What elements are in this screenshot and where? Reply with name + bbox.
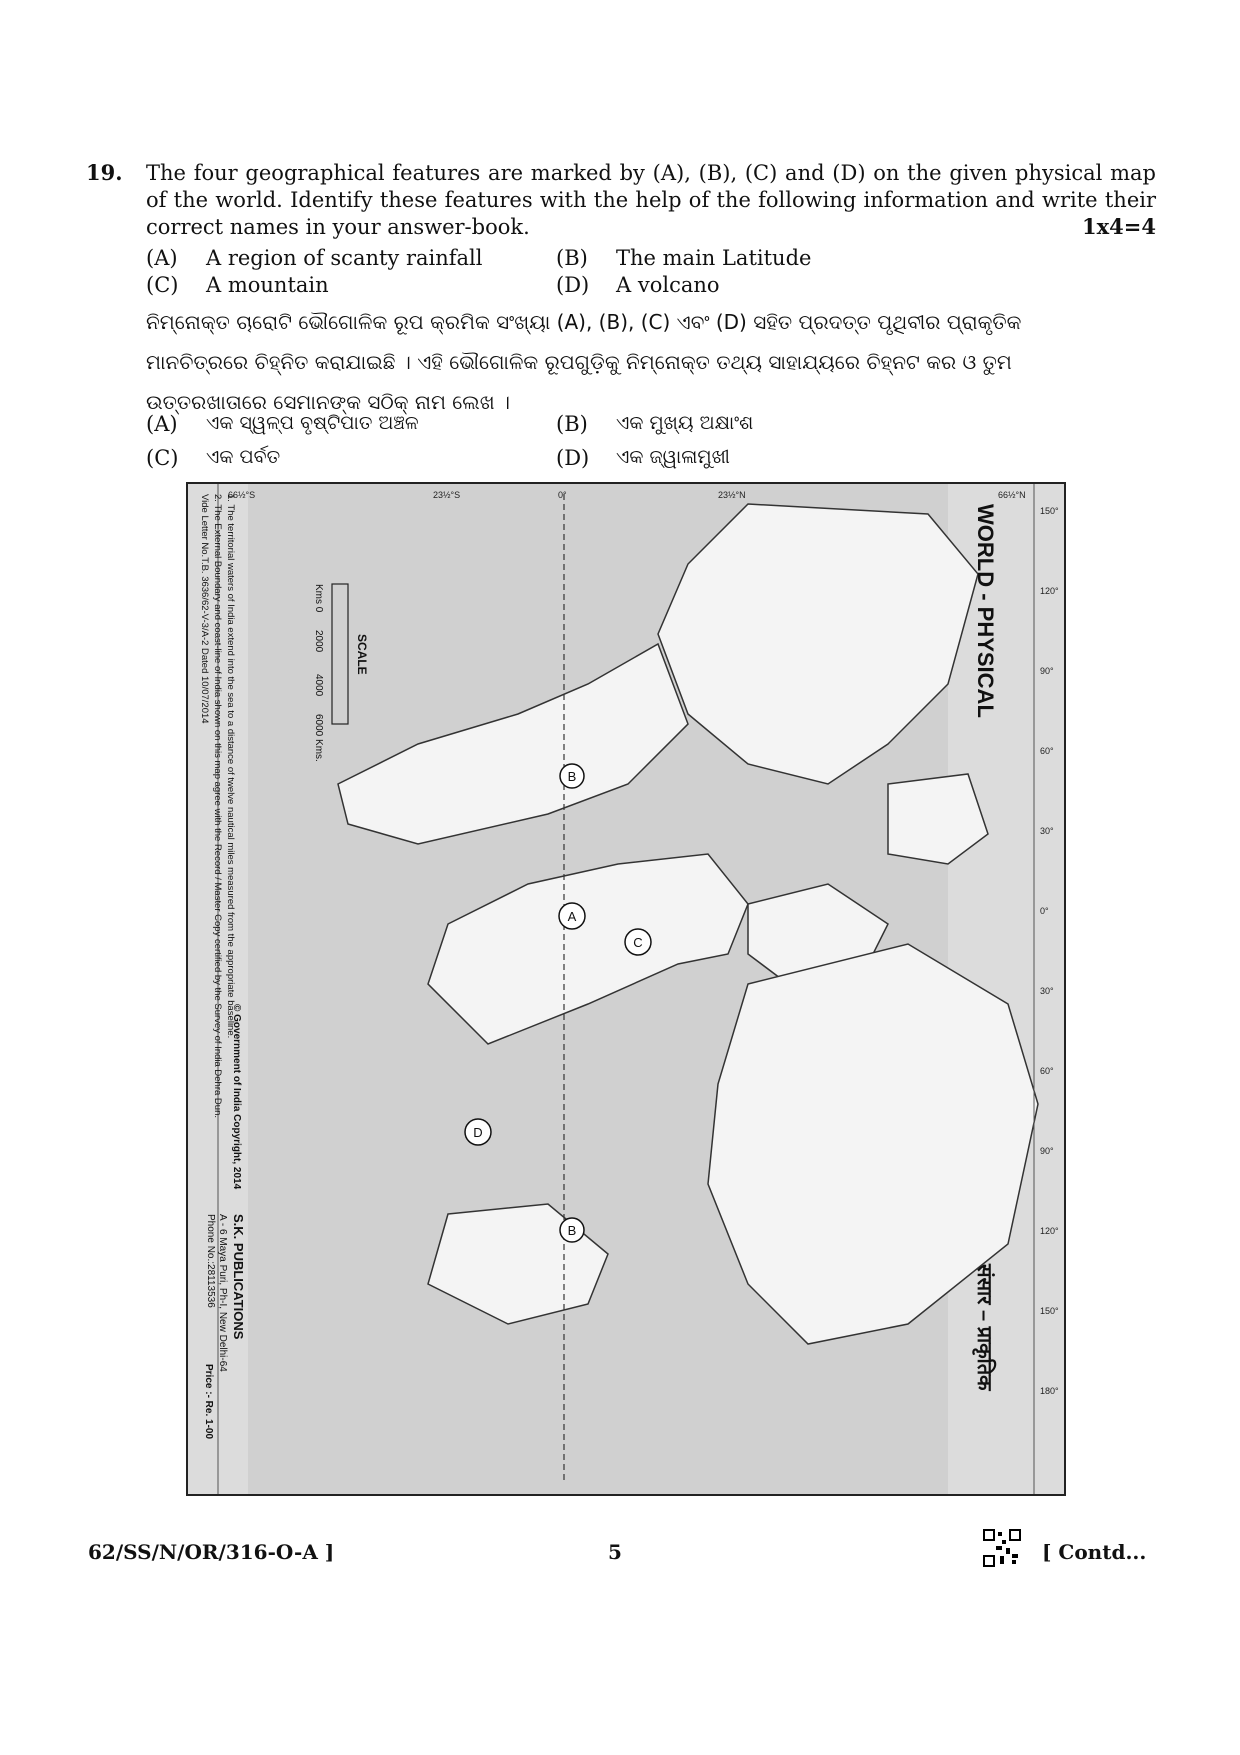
- lat-label-4: 66½°N: [998, 490, 1026, 500]
- option-a-text: A region of scanty rainfall: [206, 246, 483, 270]
- option-a-letter: (A): [146, 246, 178, 270]
- paper-code: 62/SS/N/OR/316-O-A ]: [88, 1540, 335, 1564]
- scale-label: SCALE: [355, 634, 369, 675]
- odia-option-b-letter: (B): [556, 412, 588, 436]
- marker-c: [625, 929, 651, 955]
- svg-text:A: A: [567, 909, 577, 924]
- lon-label-8: 90°: [1040, 1146, 1054, 1156]
- qr-code-icon: [982, 1528, 1022, 1568]
- map-note-2: 2. The External Boundary and coast-line of India shown on this map agree with the Record / Master Copy certified by the Survey of India Dehra Dun.: [212, 494, 223, 1118]
- lon-label-0: 150°: [1040, 506, 1059, 516]
- map-publisher-phone: Phone No.:28113536: [205, 1214, 216, 1308]
- option-b-letter: (B): [556, 246, 588, 270]
- lat-label-2: 0°: [558, 490, 567, 500]
- svg-text:C: C: [633, 935, 643, 950]
- lon-label-11: 180°: [1040, 1386, 1059, 1396]
- lon-label-10: 150°: [1040, 1306, 1059, 1316]
- svg-text:D: D: [473, 1125, 483, 1140]
- lon-label-3: 60°: [1040, 746, 1054, 756]
- marker-b-bottom: [560, 1218, 584, 1242]
- marker-a: [559, 903, 585, 929]
- contd-label: [ Contd...: [1042, 1540, 1147, 1564]
- lon-label-4: 30°: [1040, 826, 1054, 836]
- map-title-hindi: संसार – प्राकृतिक: [973, 1264, 995, 1391]
- lon-label-9: 120°: [1040, 1226, 1059, 1236]
- lon-label-1: 120°: [1040, 586, 1059, 596]
- scale-tick-3: 6000 Kms.: [313, 714, 324, 762]
- scale-tick-1: 2000: [313, 630, 324, 653]
- marker-b-top: [560, 764, 584, 788]
- lon-label-5: 0°: [1040, 906, 1049, 916]
- map-publisher: S.K. PUBLICATIONS: [231, 1214, 246, 1340]
- question-text: The four geographical features are marked by (A), (B), (C) and (D) on the given physical map of the world. Identify these features with the help of the following information and write their correct names in your answer-book.: [146, 161, 1156, 239]
- odia-option-b-text: ଏକ ମୁଖ୍ୟ ଅକ୍ଷାଂଶ: [616, 412, 754, 434]
- map-price: Price :- Re. 1-00: [203, 1364, 214, 1440]
- lat-label-1: 23½°S: [433, 490, 461, 500]
- odia-option-a-letter: (A): [146, 412, 178, 436]
- option-d-text: A volcano: [616, 273, 720, 297]
- marker-d: [465, 1119, 491, 1145]
- odia-option-c-text: ଏକ ପର୍ବତ: [206, 446, 281, 468]
- map-publisher-address: A - 6 Maya Puri, Ph-I, New Delhi-64: [217, 1214, 228, 1372]
- marks-label: 1x4=4: [1082, 214, 1156, 239]
- map-vide-letter: Vide Letter No.T.B. 3636/62-V-3/A-2 Dated 10/07/2014: [199, 494, 210, 724]
- lon-label-7: 60°: [1040, 1066, 1054, 1076]
- odia-option-d-letter: (D): [556, 446, 590, 470]
- question-number: 19.: [86, 160, 123, 185]
- odia-option-a-text: ଏକ ସ୍ୱଳ୍ପ ବୃଷ୍ଟିପାତ ଅଞ୍ଚଳ: [206, 412, 419, 434]
- lon-label-6: 30°: [1040, 986, 1054, 996]
- map-note-1: 1. The territorial waters of India extend into the sea to a distance of twelve nautical miles measured from the appropriate baseline.: [225, 494, 236, 1039]
- option-c-letter: (C): [146, 273, 179, 297]
- lat-label-0: 66½°S: [228, 490, 256, 500]
- map-copyright: © Government of India Copyright, 2014: [231, 1004, 242, 1190]
- lon-label-2: 90°: [1040, 666, 1054, 676]
- svg-text:B: B: [567, 1223, 577, 1238]
- map-title: WORLD - PHYSICAL: [973, 504, 998, 718]
- odia-question-text: ନିମ୍ନୋକ୍ତ ଚାରୋଟି ଭୌଗୋଳିକ ରୂପ କ୍ରମିକ ସଂଖ୍ୟା (A), (B), (C) ଏବଂ (D) ସହିତ ପ୍ରଦତ୍ତ ପୃଥିବୀର ପ୍ରାକୃତିକ ମାନଚିତ୍ରରେ ଚିହ୍ନିତ କରାଯାଇଛି । ଏହି ଭୌଗୋଳିକ ରୂପଗୁଡ଼ିକୁ ନିମ୍ନୋକ୍ତ ତଥ୍ୟ ସାହାଯ୍ୟରେ ଚିହ୍ନଟ କର ଓ ତୁମ ଉତ୍ତରଖାତାରେ ସେମାନଙ୍କ ସଠିକ୍ ନାମ ଲେଖ ।: [146, 310, 1022, 414]
- option-d-letter: (D): [556, 273, 590, 297]
- map-svg: [188, 484, 1064, 1494]
- lat-label-3: 23½°N: [718, 490, 746, 500]
- odia-option-c-letter: (C): [146, 446, 179, 470]
- scale-tick-2: 4000: [313, 674, 324, 697]
- odia-option-d-text: ଏକ ଜ୍ୱାଳାମୁଖୀ: [616, 446, 730, 468]
- svg-text:B: B: [567, 769, 577, 784]
- scale-tick-0: Kms 0: [313, 584, 324, 613]
- option-b-text: The main Latitude: [616, 246, 812, 270]
- world-physical-map: [186, 482, 1066, 1496]
- page-number: 5: [608, 1540, 622, 1564]
- option-c-text: A mountain: [206, 273, 329, 297]
